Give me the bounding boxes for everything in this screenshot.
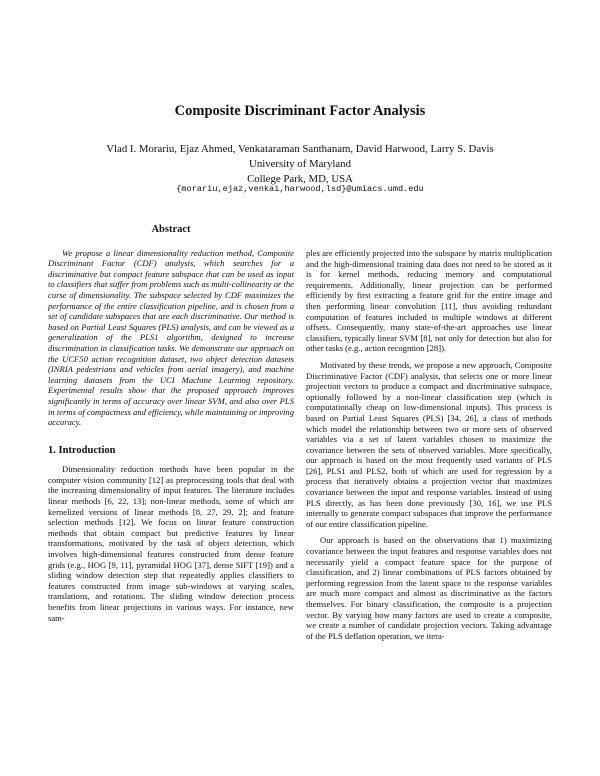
author-email: {morariu,ejaz,venkai,harwood,lsd}@umiacs.umd.edu — [176, 184, 424, 194]
left-column — [48, 225, 294, 629]
author-block — [0, 142, 600, 187]
section-heading-introduction: 1. Introduction — [48, 444, 116, 456]
abstract-body: We propose a linear dimensionality reduction method, Composite Discriminant Factor (CDF) analysis, which searches for a discriminative but compact feature subspace that can be used as input to classifiers that suffer from problems such as multi-collinearity or the curse of dimensionality. The subspace selected by CDF maximizes the performance of the entire classification pipeline, and is chosen from a set of candidate subspaces that are each discriminative. Our method is based on Partial Least Squares (PLS) analysis, and can be viewed as a generalization of the PLS1 algorithm, designed to increase discrimination in classification tasks. We demonstrate our approach on the UCF50 action recognition dataset, two object detection datasets (INRIA pedestrians and vehicles from aerial imagery), and machine learning datasets from the UCI Machine Learning repository. Experimental results show that the proposed approach improves significantly in terms of accuracy over linear SVM, and also over PLS in terms of compactness and efficiency, while maintaining or improving accuracy. — [48, 247, 295, 428]
body-paragraph: ples are efficiently projected into the subspace by matrix multiplication and the high-dimensional training data does not need to be stored as it is for kernel methods, reducing memory and computational requirements. Additionally, linear projection can be performed efficiently by first extracting a feature grid for the entire image and then performing linear convolution [11], thus avoiding redundant computation of features included in multiple windows at different offsets. Consequently, many state-of-the-art approaches use linear classifiers, typically linear SVM [8], not only for detection but also for other tasks (e.g., action recogntion [28]). — [306, 248, 552, 354]
paper-title: Composite Discriminant Factor Analysis — [174, 103, 426, 119]
abstract-heading: Abstract — [151, 224, 191, 235]
affiliation: University of Maryland — [249, 158, 351, 170]
location: College Park, MD, USA — [247, 173, 353, 185]
right-column — [306, 248, 552, 647]
body-paragraph: Motivated by these trends, we propose a new approach, Composite Discriminative Factor (CDF) analysis, that selects one or more linear projection vectors to produce a compact and discriminative subspace, optionally followed by a non-linear classification step (which is computationally cheap on low-dimensional inputs). This process is based on Partial Least Squares (PLS) [34, 26], a class of methods which model the relationship between two or more sets of observed variables via a set of latent variables chosen to maximize the covariance between the sets of observed variables. More specifically, our approach is based on the most frequently used variants of PLS [26], PLS1 and PLS2, both of which are used for regression by a process that iteratively obtains a projection vector that maximizes covariance between the input and response variables. Instead of using PLS directly, as has been done previously [30, 16], we use PLS internally to generate compact subspaces that improve the performance of our entire classification pipeline. — [306, 359, 552, 529]
author-names: Vlad I. Morariu, Ejaz Ahmed, Venkataraman Santhanam, David Harwood, Larry S. Davis — [106, 143, 494, 155]
body-paragraph: Our approach is based on the observations that 1) maximizing covariance between the input features and response variables does not necessarily yield a compact feature space for the purpose of classification, and 2) linear combinations of PLS factors obtained by performing regression from the latent space to the response variables are much more compact and almost as discriminative as the factors themselves. For binary classification, the composite is a projection vector. By varying how many factors are used to create a composite, we create a number of candidate projection vectors. Taking advantage of the PLS deflation operation, we itera- — [306, 535, 552, 641]
intro-paragraph: Dimensionality reduction methods have been popular in the computer vision community [12] as preprocessing tools that deal with the increasing dimensionality of input features. The literature includes linear methods [6, 22, 13]; non-linear methods, some of which are kernelized versions of linear methods [8, 27, 29, 2]; and feature selection methods [12]. We focus on linear feature construction methods that obtain compact but predictive features by linear transformations, motivated by the task of object detection, which involves high-dimensional features constructed from dense feature grids (e.g., HOG [9, 11], pyramidal HOG [37], dense SIFT [19]) and a sliding window detection step that repeatedly applies classifiers to features constructed from image sub-windows at varying scales, translations, and rotations. The sliding window detection process benefits from linear projections in various ways. For instance, new sam- — [48, 464, 294, 623]
